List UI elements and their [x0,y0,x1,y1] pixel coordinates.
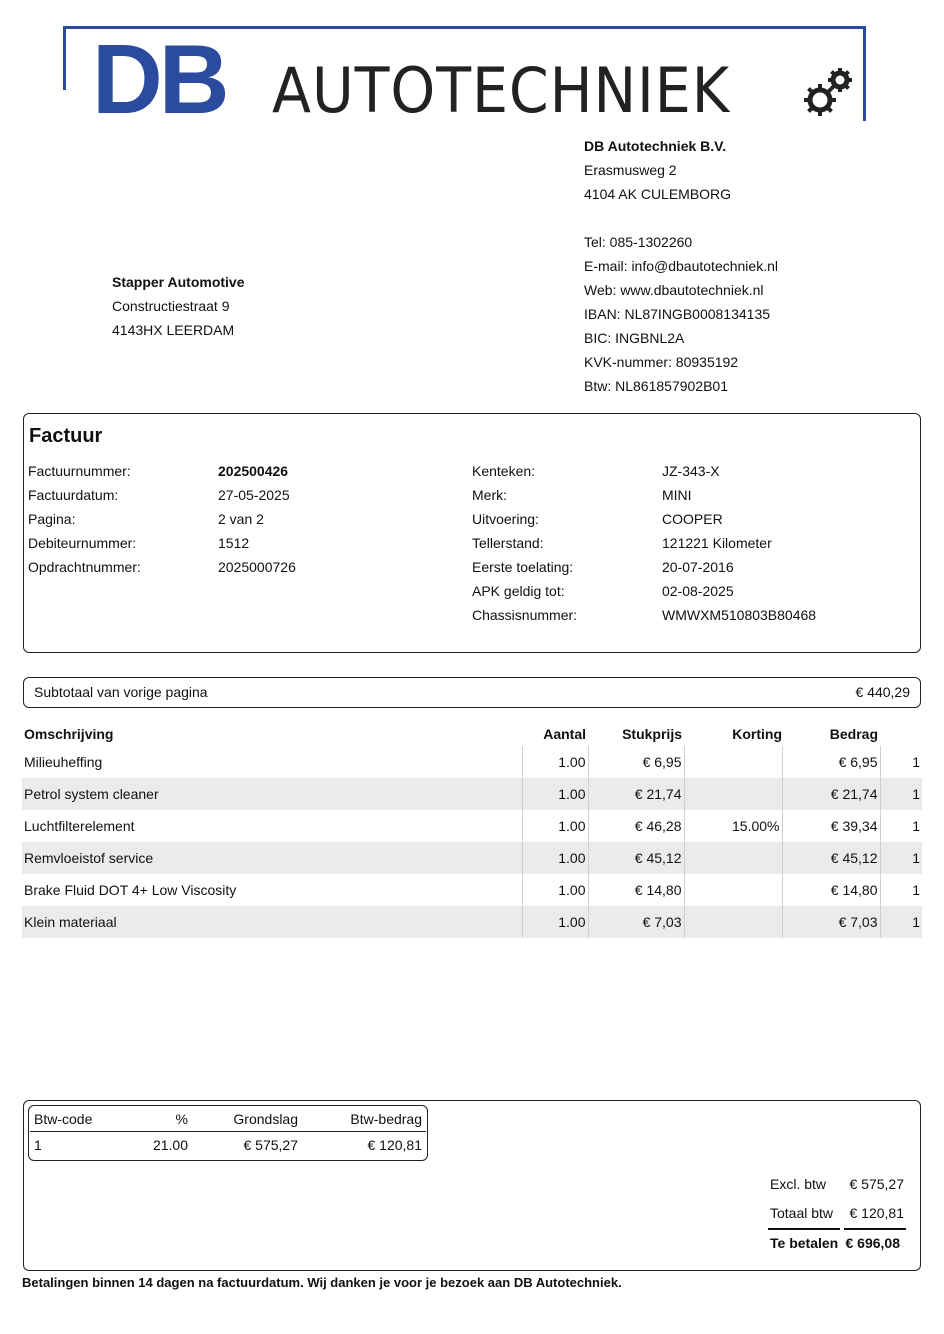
item-vat-code: 1 [880,746,922,778]
invoice-meta-left [28,463,428,583]
invoice-meta-right [472,463,902,631]
meta-value: 27-05-2025 [218,487,290,503]
vehicle-value: COOPER [662,511,723,527]
item-vat-code: 1 [880,842,922,874]
vehicle-label: Uitvoering: [472,511,539,527]
meta-row [28,511,428,535]
vehicle-value: 20-07-2016 [662,559,734,575]
vat-col-base: Grondslag [192,1107,302,1132]
vat-amount: € 120,81 [367,1137,422,1153]
customer-city: 4143HX LEERDAM [112,322,235,338]
vat-base: € 575,27 [243,1137,298,1153]
vat-col-amount: Btw-bedrag [302,1107,426,1132]
item-unit-price: € 14,80 [588,874,684,906]
item-amount: € 6,95 [782,746,880,778]
table-row [22,874,922,906]
meta-row [28,535,428,559]
company-bic: BIC: INGBNL2A [584,330,685,346]
item-unit-price: € 21,74 [588,778,684,810]
vehicle-value: WMWXM510803B80468 [662,607,817,623]
col-unit-price: Stukprijs [622,726,682,742]
company-info [584,134,778,398]
item-discount [684,874,782,906]
vehicle-label: Eerste toelating: [472,559,574,575]
vehicle-label: APK geldig tot: [472,583,565,599]
item-amount: € 39,34 [782,810,880,842]
vehicle-value: JZ-343-X [662,463,720,479]
company-name: DB Autotechniek B.V. [584,138,727,154]
invoice-title: Factuur [29,425,103,447]
total-vat-value: € 120,81 [849,1205,904,1221]
vat-header-row [30,1107,426,1132]
company-iban: IBAN: NL87INGB0008134135 [584,306,771,322]
gears-icon [800,64,860,120]
col-vat-code [880,722,922,746]
logo-frame-gap [61,90,69,125]
item-quantity: 1.00 [522,842,588,874]
spacer [584,206,778,230]
item-amount: € 45,12 [782,842,880,874]
company-web: Web: www.dbautotechniek.nl [584,282,764,298]
item-description: Milieuheffing [24,754,103,770]
totals-rule [844,1228,906,1230]
meta-label: Debiteurnummer: [28,535,137,551]
item-unit-price: € 46,28 [588,810,684,842]
vat-col-pct: % [120,1107,192,1132]
item-description: Remvloeistof service [22,842,522,874]
company-city: 4104 AK CULEMBORG [584,186,732,202]
item-quantity: 1.00 [522,810,588,842]
item-vat-code: 1 [880,810,922,842]
vehicle-value: 121221 Kilometer [662,535,772,551]
vehicle-row [472,463,902,487]
col-description: Omschrijving [24,726,114,742]
item-unit-price: € 6,95 [588,746,684,778]
item-unit-price: € 7,03 [588,906,684,938]
meta-label: Factuurdatum: [28,487,119,503]
amount-due-label: Te betalen [770,1235,839,1251]
table-row [22,778,922,810]
excl-vat-value: € 575,27 [849,1176,904,1192]
items-header-row [22,722,922,746]
totals-rule [768,1228,840,1230]
item-unit-price: € 45,12 [588,842,684,874]
item-quantity: 1.00 [522,778,588,810]
vehicle-label: Chassisnummer: [472,607,578,623]
meta-value: 2025000726 [218,559,296,575]
excl-vat-label: Excl. btw [770,1176,827,1192]
vehicle-row [472,487,902,511]
company-street: Erasmusweg 2 [584,162,677,178]
company-email: E-mail: info@dbautotechniek.nl [584,258,778,274]
amount-due-value: € 696,08 [845,1235,900,1251]
vat-table [30,1107,426,1158]
meta-row [28,487,428,511]
vehicle-label: Merk: [472,487,507,503]
vehicle-row [472,583,902,607]
item-discount [684,778,782,810]
vehicle-row [472,607,902,631]
item-description: Klein materiaal [22,906,522,938]
vehicle-row [472,511,902,535]
vehicle-label: Kenteken: [472,463,536,479]
item-amount: € 21,74 [782,778,880,810]
table-row [22,842,922,874]
customer-name: Stapper Automotive [112,274,245,290]
vat-pct: 21.00 [152,1137,188,1153]
item-quantity: 1.00 [522,906,588,938]
item-description: Luchtfilterelement [24,818,135,834]
item-quantity: 1.00 [522,746,588,778]
invoice-number: 202500426 [218,463,289,479]
subtotal-box [23,677,921,708]
item-quantity: 1.00 [522,874,588,906]
total-vat-label: Totaal btw [770,1205,834,1221]
subtotal-value: € 440,29 [855,684,910,700]
item-discount: 15.00% [684,810,782,842]
meta-label: Pagina: [28,511,76,527]
item-description: Petrol system cleaner [22,778,522,810]
vat-code: 1 [34,1137,42,1153]
table-row [22,810,922,842]
meta-row [28,559,428,583]
vehicle-row [472,559,902,583]
item-discount [684,842,782,874]
item-vat-code: 1 [880,906,922,938]
item-amount: € 14,80 [782,874,880,906]
vehicle-label: Tellerstand: [472,535,544,551]
subtotal-label: Subtotaal van vorige pagina [34,684,208,700]
customer-street: Constructiestraat 9 [112,298,230,314]
table-row [22,746,922,778]
col-amount: Bedrag [829,726,878,742]
company-tel: Tel: 085-1302260 [584,234,693,250]
vat-col-code: Btw-code [30,1107,120,1132]
item-vat-code: 1 [880,778,922,810]
col-quantity: Aantal [543,726,586,742]
logo-db: DB [92,24,226,134]
logo-text: AUTOTECHNIEK [272,54,731,127]
company-btw: Btw: NL861857902B01 [584,378,728,394]
item-vat-code: 1 [880,874,922,906]
item-discount [684,746,782,778]
vehicle-row [472,535,902,559]
meta-value: 1512 [218,535,250,551]
customer-address [112,270,245,342]
items-table [22,722,922,938]
vat-row [30,1132,426,1159]
item-amount: € 7,03 [782,906,880,938]
meta-row [28,463,428,487]
meta-value: 2 van 2 [218,511,264,527]
meta-label: Opdrachtnummer: [28,559,141,575]
item-discount [684,906,782,938]
payment-note: Betalingen binnen 14 dagen na factuurdatum. Wij danken je voor je bezoek aan DB Autotechniek. [22,1275,622,1290]
vehicle-value: 02-08-2025 [662,583,734,599]
meta-label: Factuurnummer: [28,463,131,479]
vehicle-value: MINI [662,487,692,503]
item-description: Brake Fluid DOT 4+ Low Viscosity [24,882,237,898]
table-row [22,906,922,938]
col-discount: Korting [732,726,782,742]
company-kvk: KVK-nummer: 80935192 [584,354,739,370]
